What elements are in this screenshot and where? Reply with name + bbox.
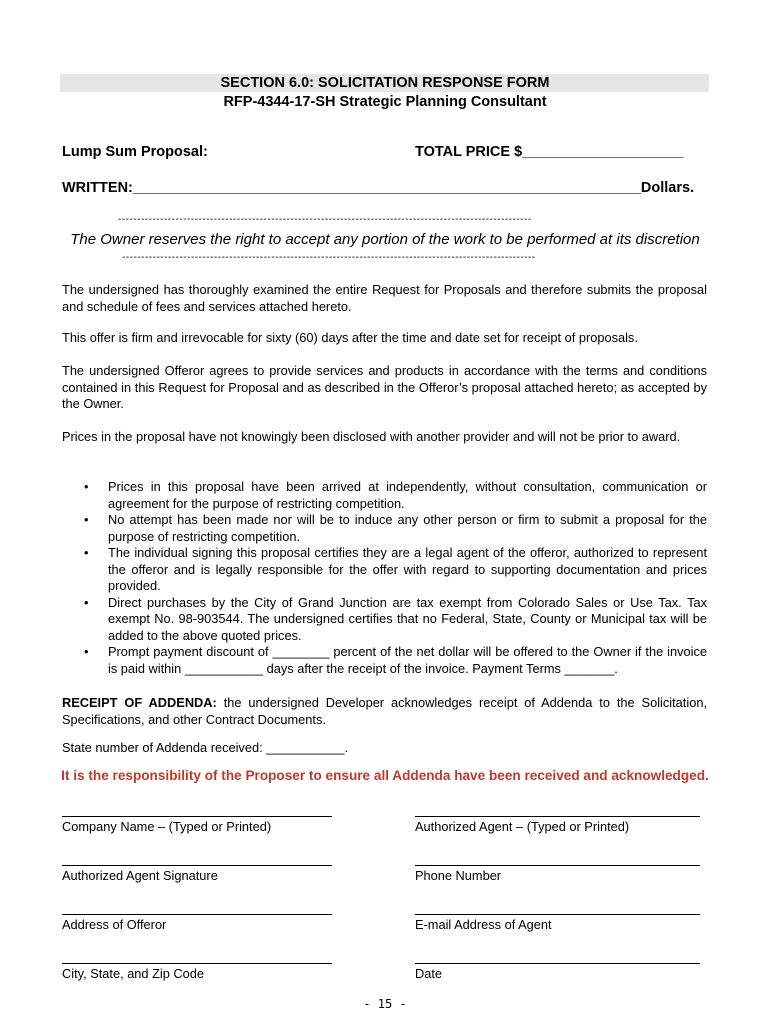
certification-list bbox=[62, 479, 707, 677]
city-state-zip-label: City, State, and Zip Code bbox=[62, 966, 205, 981]
bullet-icon: • bbox=[84, 512, 89, 527]
phone-line[interactable] bbox=[415, 865, 700, 866]
addenda-number-field: State number of Addenda received: ___________. bbox=[62, 740, 349, 755]
date-label: Date bbox=[415, 966, 443, 981]
written-field: WRITTEN:_______________________________________________________________Dollars. bbox=[62, 180, 695, 196]
company-name-line[interactable] bbox=[62, 816, 332, 817]
agent-signature-line[interactable] bbox=[62, 865, 332, 866]
city-state-zip-line[interactable] bbox=[62, 963, 332, 964]
rfp-title: RFP-4344-17-SH Strategic Planning Consultant bbox=[223, 94, 547, 110]
total-price-field: TOTAL PRICE $____________________ bbox=[415, 144, 684, 160]
bullet-icon: • bbox=[84, 644, 89, 659]
paragraph-addenda: RECEIPT OF ADDENDA: the undersigned Developer acknowledges receipt of Addenda to the Solicitation, Specifications, and other Contract Documents. bbox=[62, 695, 707, 727]
list-item: • No attempt has been made nor will be to induce any other person or firm to submit a proposal for the purpose of restricting competition. bbox=[84, 512, 707, 544]
addenda-label: RECEIPT OF ADDENDA: bbox=[62, 695, 217, 710]
paragraph-examined: The undersigned has thoroughly examined the entire Request for Proposals and therefore submits the proposal and schedule of fees and services attached hereto. bbox=[62, 282, 707, 314]
paragraph-agreement: The undersigned Offeror agrees to provide services and products in accordance with the terms and conditions contained in this Request for Proposal and as described in the Offeror’s proposal attached hereto; as accepted by the Owner. bbox=[62, 363, 707, 411]
paragraph-firm-offer: This offer is firm and irrevocable for sixty (60) days after the time and date set for receipt of proposals. bbox=[62, 330, 638, 345]
address-label: Address of Offeror bbox=[62, 917, 167, 932]
list-item: • Prompt payment discount of ________ percent of the net dollar will be offered to the Owner if the invoice is paid within ___________ days after the receipt of the invoice. Payment Terms _______. bbox=[84, 644, 707, 676]
agent-signature-label: Authorized Agent Signature bbox=[62, 868, 218, 883]
paragraph-prices: Prices in the proposal have not knowingly been disclosed with another provider and will not be prior to award. bbox=[62, 429, 681, 444]
bullet-icon: • bbox=[84, 594, 89, 610]
date-line[interactable] bbox=[415, 963, 700, 964]
bullet-icon: • bbox=[84, 479, 89, 494]
lump-sum-label: Lump Sum Proposal: bbox=[62, 144, 208, 160]
page-number: - 15 - bbox=[363, 997, 407, 1011]
email-line[interactable] bbox=[415, 914, 700, 915]
address-line[interactable] bbox=[62, 914, 332, 915]
list-item: • Prices in this proposal have been arrived at independently, without consultation, communication or agreement for the purpose of restricting competition. bbox=[84, 479, 707, 511]
list-item: • Direct purchases by the City of Grand Junction are tax exempt from Colorado Sales or Use Tax. Tax exempt No. 98-903544. The undersigned certifies that no Federal, State, County or Municipal tax will be added to the above quoted prices. bbox=[84, 594, 707, 643]
owner-notice: The Owner reserves the right to accept any portion of the work to be performed at its discretion bbox=[70, 231, 700, 248]
company-name-label: Company Name – (Typed or Printed) bbox=[62, 819, 272, 834]
phone-label: Phone Number bbox=[415, 868, 502, 883]
dashed-divider-top: ------------------------------------------------------------------------------------------------------------ bbox=[118, 214, 532, 225]
list-item: • The individual signing this proposal certifies they are a legal agent of the offeror, authorized to represent the offeror and is legally responsible for the offer with regard to supporting documentation and prices provided. bbox=[84, 545, 707, 593]
email-label: E-mail Address of Agent bbox=[415, 917, 552, 932]
dashed-divider-bottom: ------------------------------------------------------------------------------------------------------------ bbox=[122, 252, 536, 263]
section-title: SECTION 6.0: SOLICITATION RESPONSE FORM bbox=[220, 75, 550, 91]
responsibility-notice: It is the responsibility of the Proposer to ensure all Addenda have been received and acknowledged. bbox=[61, 768, 709, 783]
agent-typed-label: Authorized Agent – (Typed or Printed) bbox=[415, 819, 630, 834]
agent-typed-line[interactable] bbox=[415, 816, 700, 817]
bullet-icon: • bbox=[84, 545, 89, 560]
